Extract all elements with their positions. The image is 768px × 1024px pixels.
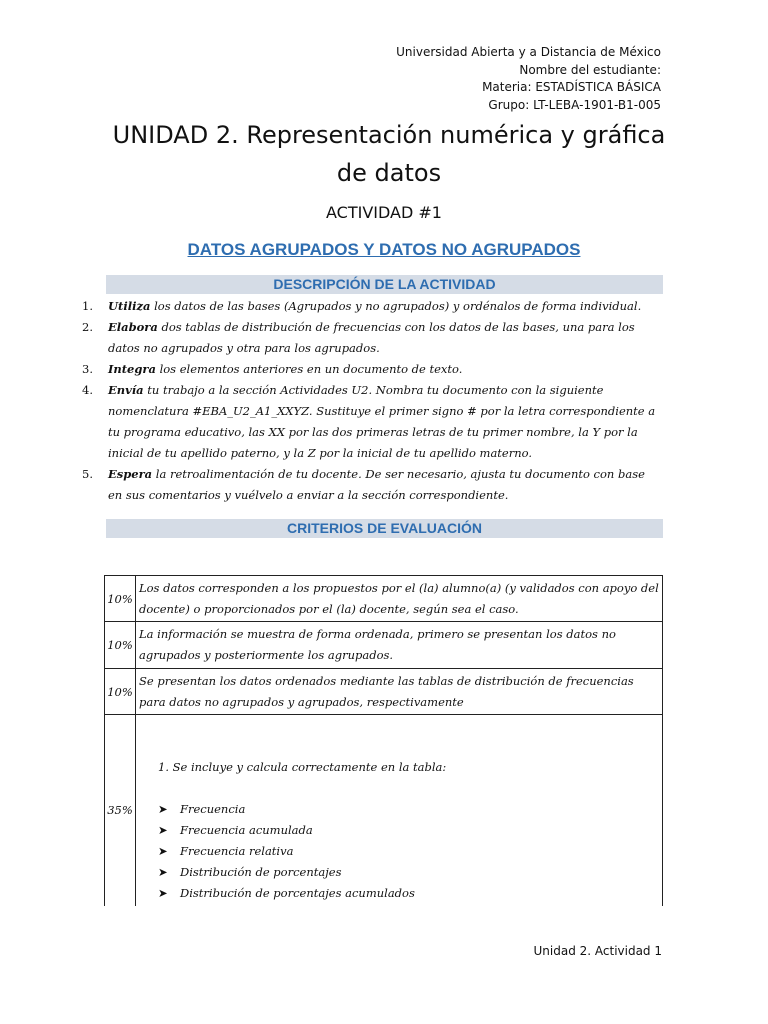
criteria-description: Se presentan los datos ordenados mediante las tablas de distribución de frecuencias para datos no agrupados y agrupados, respectivamente (136, 669, 663, 715)
criteria-bullet-item: ➤ Distribución de porcentajes acumulados (139, 883, 659, 904)
instruction-verb: Envía (108, 383, 144, 397)
arrowhead-bullet-icon: ➤ (158, 864, 168, 879)
criteria-description (136, 715, 663, 906)
instruction-number: 4. (82, 383, 93, 397)
instruction-item (82, 359, 662, 380)
instruction-text: los datos de las bases (Agrupados y no agrupados) y ordénalos de forma individual. (150, 299, 642, 313)
instruction-text: dos tablas de distribución de frecuencias con los datos de las bases, una para los datos no agrupados y otra para los agrupados. (108, 320, 635, 355)
criteria-row (105, 622, 663, 669)
unit-title: UNIDAD 2. Representación numérica y gráfica de datos (112, 121, 666, 187)
instruction-item (82, 317, 662, 359)
criteria-table (104, 575, 663, 906)
criteria-description: Los datos corresponden a los propuestos por el (la) alumno(a) (y validados con apoyo del docente) o proporcionados por el (la) docente, según sea el caso. (136, 576, 663, 622)
group-label: Grupo: LT-LEBA-1901-B1-005 (488, 97, 661, 112)
criteria-bullet-item: ➤ Frecuencia acumulada (139, 820, 659, 841)
instruction-number: 1. (82, 299, 93, 313)
criteria-bullet-item: ➤ Frecuencia relativa (139, 841, 659, 862)
arrowhead-bullet-icon: ➤ (158, 822, 168, 837)
criteria-description: La información se muestra de forma ordenada, primero se presentan los datos no agrupados y posteriormente los agrupados. (136, 622, 663, 669)
criteria-row (105, 715, 663, 906)
criteria-percent: 10% (105, 576, 136, 622)
university-name: Universidad Abierta y a Distancia de México (396, 45, 661, 59)
subject-label: Materia: ESTADÍSTICA BÁSICA (482, 80, 661, 94)
page-footer: Unidad 2. Actividad 1 (533, 944, 662, 958)
criteria-bullet-item: ➤ Frecuencia (139, 799, 659, 820)
criteria-percent: 10% (105, 669, 136, 715)
instruction-item (82, 296, 662, 317)
instruction-number: 5. (82, 467, 93, 481)
instruction-number: 3. (82, 362, 93, 376)
instruction-item (82, 464, 662, 506)
arrowhead-bullet-icon: ➤ (158, 843, 168, 858)
criteria-row (105, 576, 663, 622)
instruction-text: la retroalimentación de tu docente. De ser necesario, ajusta tu documento con base en sus comentarios y vuélvelo a enviar a la sección correspondiente. (108, 467, 645, 502)
instruction-number: 2. (82, 320, 93, 334)
description-heading: DESCRIPCIÓN DE LA ACTIVIDAD (106, 275, 663, 294)
criteria-bullet-item: ➤ Distribución de porcentajes (139, 862, 659, 883)
criteria-row (105, 669, 663, 715)
instruction-verb: Espera (108, 467, 153, 481)
document-header (396, 44, 661, 114)
instruction-list (82, 296, 662, 506)
activity-number: ACTIVIDAD #1 (326, 203, 442, 222)
instruction-verb: Integra (108, 362, 156, 376)
student-name-label: Nombre del estudiante: (519, 62, 661, 77)
criteria-percent: 10% (105, 622, 136, 669)
instruction-item (82, 380, 662, 464)
instruction-verb: Elabora (108, 320, 158, 334)
criteria-numbered-item: 1. Se incluye y calcula correctamente en la tabla: (158, 759, 447, 774)
arrowhead-bullet-icon: ➤ (158, 885, 168, 900)
criteria-percent: 35% (105, 715, 136, 906)
criteria-heading: CRITERIOS DE EVALUACIÓN (106, 519, 663, 538)
instruction-text: tu trabajo a la sección Actividades U2. Nombra tu documento con la siguiente nomenclatura #EBA_U2_A1_XXYZ. Sustituye el primer signo # por la letra correspondiente a tu programa educativo, las XX por las dos primeras letras de tu primer nombre, la Y por la inicial de tu apellido paterno, y la Z por la inicial de tu apellido materno. (108, 383, 656, 460)
main-heading: DATOS AGRUPADOS Y DATOS NO AGRUPADOS (187, 240, 581, 259)
instruction-verb: Utiliza (108, 299, 151, 313)
instruction-text: los elementos anteriores en un documento de texto. (155, 362, 463, 376)
arrowhead-bullet-icon: ➤ (158, 801, 168, 816)
